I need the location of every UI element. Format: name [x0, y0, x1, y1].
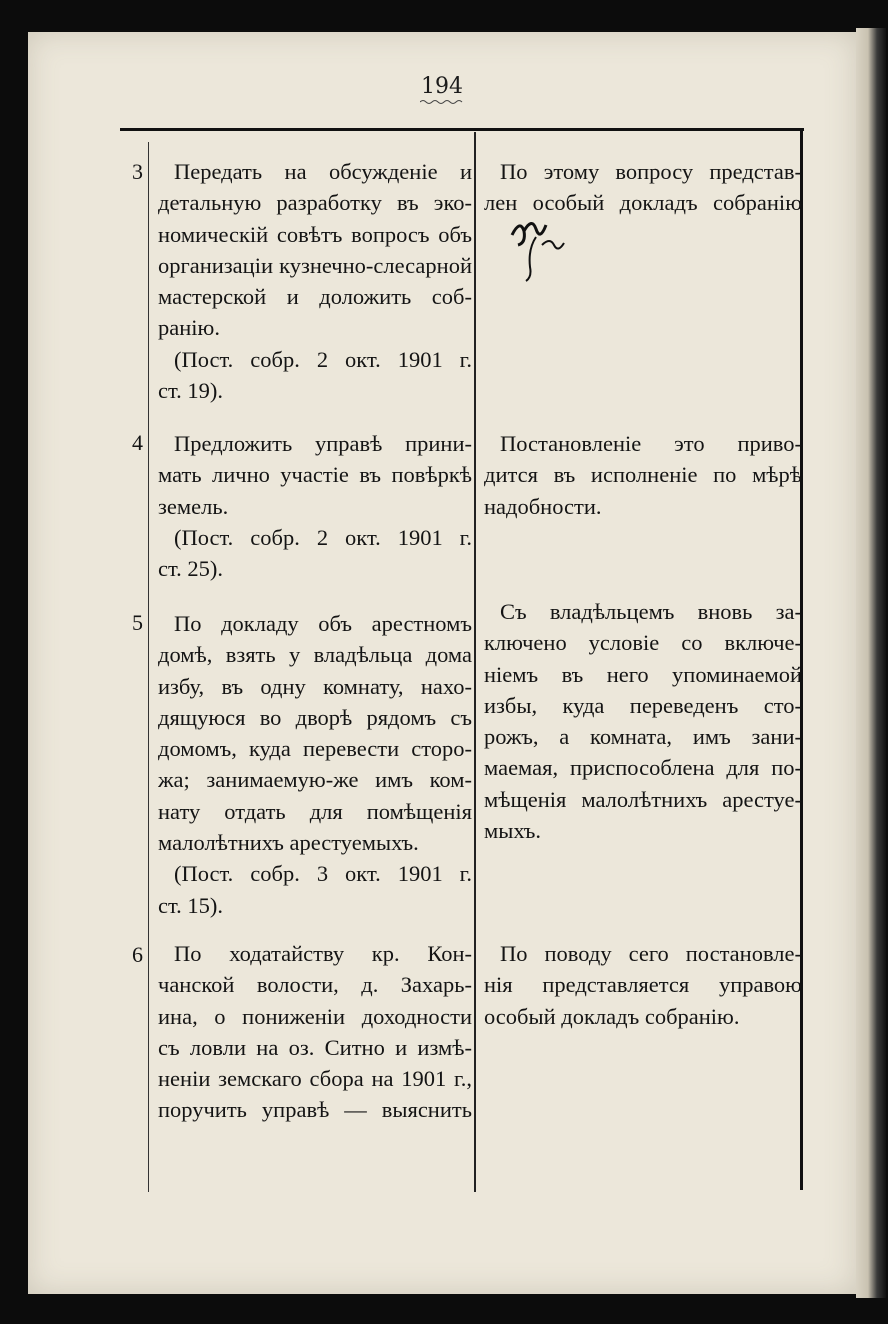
text-line: избу, въ одну комнату, нахо- — [158, 673, 472, 699]
entry-left-text — [158, 156, 472, 406]
text-line: Передать на обсужденіе и — [174, 159, 472, 184]
number-column-rule — [148, 142, 149, 1192]
entry-number: 4 — [132, 430, 143, 455]
text-line: маемая, приспособлена для по- — [484, 755, 802, 781]
text-line: дящуюся во дворѣ рядомъ съ — [158, 704, 472, 730]
entry-right-text — [484, 938, 802, 1032]
text-line: Предложить управѣ прини- — [174, 431, 472, 456]
column-divider — [474, 132, 476, 1192]
text-line: поручить управѣ — выяснить — [158, 1097, 472, 1123]
text-line: особый докладъ собранію. — [484, 1003, 740, 1029]
entry-right-text — [484, 156, 802, 219]
text-line: нія представляется управою — [484, 972, 802, 998]
text-line: По этому вопросу представ- — [500, 159, 802, 184]
handwritten-correction-icon — [506, 215, 566, 285]
entry-number: 3 — [132, 159, 143, 184]
text-line: малолѣтнихъ арестуемыхъ. — [158, 830, 419, 856]
text-line: лен особый докладъ собранію — [484, 190, 802, 216]
page-number-text: 194 — [421, 74, 463, 99]
text-line: домомъ, куда перевести сторо- — [158, 736, 472, 762]
text-line: номическій совѣтъ вопросъ объ — [158, 221, 472, 247]
entry-right-text — [484, 596, 802, 846]
entry-number: 5 — [132, 610, 143, 635]
text-line: неніи земскаго сбора на 1901 г., — [158, 1066, 472, 1092]
text-line: дится въ исполненіе по мѣрѣ — [484, 462, 802, 488]
text-line: избы, куда переведенъ сто- — [484, 692, 802, 718]
text-line: чанской волости, д. Захарь- — [158, 972, 472, 998]
text-line: мать лично участіе въ повѣркѣ — [158, 462, 472, 488]
page-edge — [856, 28, 886, 1298]
reference-line: (Пост. собр. 2 окт. 1901 г. — [174, 524, 472, 550]
text-line: земель. — [158, 493, 229, 519]
text-line: Постановленіе это приво- — [500, 431, 802, 456]
text-line: мастерской и доложить соб- — [158, 284, 472, 310]
entry-number: 6 — [132, 942, 143, 967]
text-line: ключено условіе со включе- — [484, 630, 802, 656]
entry-left-text — [158, 938, 472, 1126]
text-line: жа; занимаемую-же имъ ком- — [158, 767, 472, 793]
text-line: съ ловли на оз. Ситно и измѣ- — [158, 1034, 472, 1060]
text-line: ранію. — [158, 315, 220, 341]
text-line: рожъ, а комната, имъ зани- — [484, 724, 802, 750]
reference-line: ст. 15). — [158, 892, 223, 918]
text-line: детальную разработку въ эко- — [158, 190, 472, 216]
text-line: мыхъ. — [484, 818, 542, 844]
text-line: домѣ, взять у владѣльца дома — [158, 642, 472, 668]
text-line: По докладу объ арестномъ — [174, 611, 472, 636]
entry-left-text — [158, 428, 472, 584]
text-line: мѣщенія малолѣтнихъ арестуе- — [484, 786, 802, 812]
wavy-underline-icon — [420, 99, 464, 105]
reference-line: ст. 25). — [158, 556, 223, 582]
text-line: нату отдать для помѣщенія — [158, 798, 472, 824]
text-line: организаціи кузнечно-слесарной — [158, 252, 472, 278]
text-line: По поводу сего постановле- — [500, 941, 802, 966]
text-line: ніемъ въ него упоминаемой — [484, 661, 802, 687]
page-number — [28, 74, 856, 105]
text-line: надобности. — [484, 493, 602, 519]
entry-right-text — [484, 428, 802, 522]
text-line: Съ владѣльцемъ вновь за- — [500, 599, 802, 624]
document-page — [28, 32, 856, 1294]
table-top-rule — [120, 128, 804, 131]
reference-line: (Пост. собр. 2 окт. 1901 г. — [174, 346, 472, 372]
text-line: ина, о пониженіи доходности — [158, 1003, 472, 1029]
reference-line: (Пост. собр. 3 окт. 1901 г. — [174, 861, 472, 887]
entry-left-text — [158, 608, 472, 921]
reference-line: ст. 19). — [158, 378, 223, 404]
text-line: По ходатайству кр. Кон- — [174, 941, 472, 966]
